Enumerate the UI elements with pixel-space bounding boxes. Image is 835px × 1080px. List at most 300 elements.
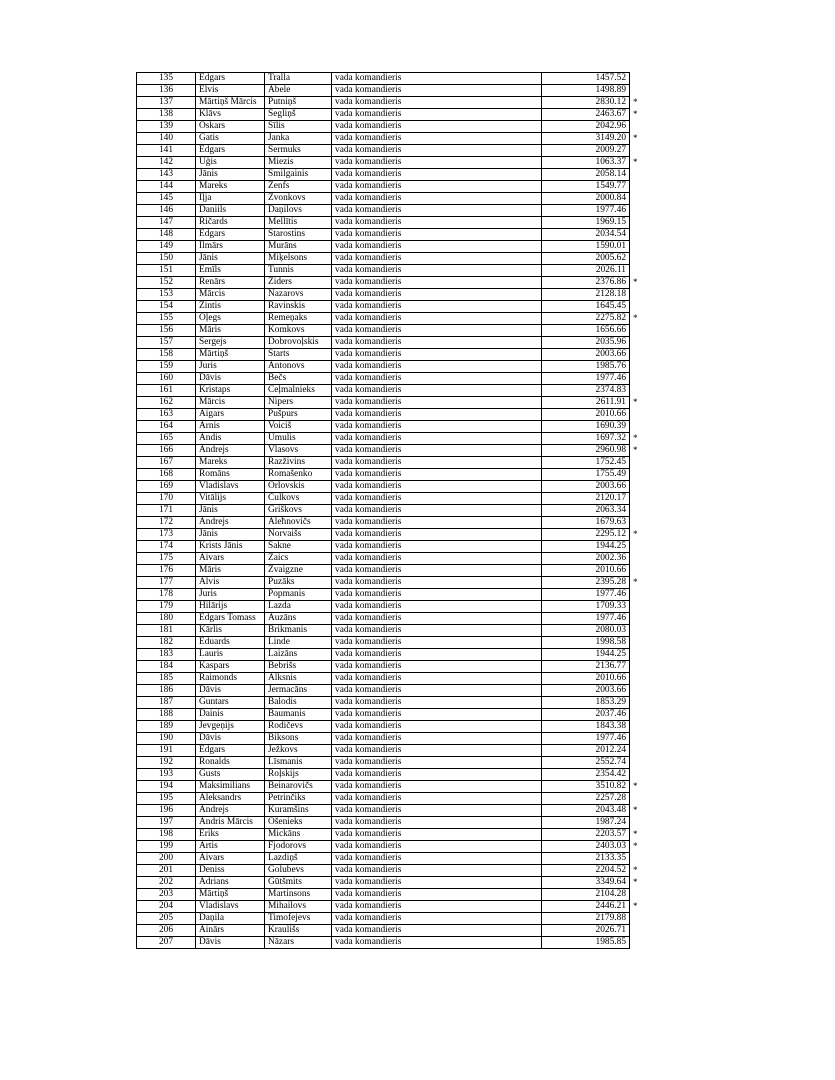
table-row bbox=[137, 805, 642, 817]
first-name: Juris bbox=[196, 589, 265, 601]
note-mark bbox=[630, 217, 642, 229]
position: vada komandieris bbox=[332, 145, 542, 157]
amount: 2179.88 bbox=[542, 913, 630, 925]
table-row bbox=[137, 757, 642, 769]
note-mark: * bbox=[633, 133, 638, 143]
table-row bbox=[137, 841, 642, 853]
position: vada komandieris bbox=[332, 121, 542, 133]
last-name: Razživins bbox=[265, 457, 332, 469]
last-name: Ravinskis bbox=[265, 301, 332, 313]
last-name: Balodis bbox=[265, 697, 332, 709]
position: vada komandieris bbox=[332, 457, 542, 469]
amount: 1752.45 bbox=[542, 457, 630, 469]
last-name: Ziders bbox=[265, 277, 332, 289]
last-name: Laizāns bbox=[265, 649, 332, 661]
note-mark bbox=[630, 385, 642, 397]
last-name: Nipers bbox=[265, 397, 332, 409]
amount: 2203.57 bbox=[542, 829, 630, 841]
table-row bbox=[137, 877, 642, 889]
note-mark bbox=[630, 685, 642, 697]
note-mark bbox=[630, 721, 642, 733]
note-mark bbox=[630, 229, 642, 241]
note-mark bbox=[630, 769, 642, 781]
table-row bbox=[137, 373, 642, 385]
note-mark bbox=[630, 181, 642, 193]
position: vada komandieris bbox=[332, 361, 542, 373]
note-mark bbox=[630, 325, 642, 337]
table-row bbox=[137, 589, 642, 601]
note-mark bbox=[630, 205, 642, 217]
table-row bbox=[137, 85, 642, 97]
table-row bbox=[137, 613, 642, 625]
row-number: 194 bbox=[137, 781, 196, 793]
last-name: Golubevs bbox=[265, 865, 332, 877]
amount: 2003.66 bbox=[542, 349, 630, 361]
last-name: Roļskijs bbox=[265, 769, 332, 781]
amount: 1977.46 bbox=[542, 373, 630, 385]
position: vada komandieris bbox=[332, 469, 542, 481]
position: vada komandieris bbox=[332, 793, 542, 805]
last-name: Starostins bbox=[265, 229, 332, 241]
last-name: Antonovs bbox=[265, 361, 332, 373]
position: vada komandieris bbox=[332, 265, 542, 277]
amount: 2003.66 bbox=[542, 685, 630, 697]
note-mark bbox=[630, 493, 642, 505]
note-mark bbox=[630, 913, 642, 925]
note-mark bbox=[630, 817, 642, 829]
last-name: Tralla bbox=[265, 73, 332, 85]
last-name: Baumanis bbox=[265, 709, 332, 721]
note-mark bbox=[630, 349, 642, 361]
note-mark bbox=[630, 613, 642, 625]
position: vada komandieris bbox=[332, 193, 542, 205]
first-name: Daņila bbox=[196, 913, 265, 925]
amount: 1977.46 bbox=[542, 205, 630, 217]
last-name: Līsmanis bbox=[265, 757, 332, 769]
note-mark: * bbox=[633, 805, 638, 815]
row-number: 205 bbox=[137, 913, 196, 925]
note-mark bbox=[630, 925, 642, 937]
row-number: 201 bbox=[137, 865, 196, 877]
position: vada komandieris bbox=[332, 565, 542, 577]
last-name: Biksons bbox=[265, 733, 332, 745]
amount: 2104.28 bbox=[542, 889, 630, 901]
amount: 1645.45 bbox=[542, 301, 630, 313]
row-number: 173 bbox=[137, 529, 196, 541]
position: vada komandieris bbox=[332, 709, 542, 721]
row-number: 143 bbox=[137, 169, 196, 181]
position: vada komandieris bbox=[332, 805, 542, 817]
table-row bbox=[137, 97, 642, 109]
position: vada komandieris bbox=[332, 913, 542, 925]
note-mark bbox=[630, 241, 642, 253]
note-mark: * bbox=[633, 397, 638, 407]
last-name: Ošenieks bbox=[265, 817, 332, 829]
row-number: 146 bbox=[137, 205, 196, 217]
last-name: Rodičevs bbox=[265, 721, 332, 733]
note-mark bbox=[630, 337, 642, 349]
amount: 2026.71 bbox=[542, 925, 630, 937]
table-row bbox=[137, 853, 642, 865]
first-name: Andrejs bbox=[196, 517, 265, 529]
position: vada komandieris bbox=[332, 109, 542, 121]
last-name: Šermuks bbox=[265, 145, 332, 157]
note-mark bbox=[630, 601, 642, 613]
table-row bbox=[137, 721, 642, 733]
last-name: Miķelsons bbox=[265, 253, 332, 265]
table-row bbox=[137, 925, 642, 937]
last-name: Smilgainis bbox=[265, 169, 332, 181]
last-name: Remeņaks bbox=[265, 313, 332, 325]
position: vada komandieris bbox=[332, 649, 542, 661]
note-mark bbox=[630, 253, 642, 265]
note-mark bbox=[630, 889, 642, 901]
row-number: 197 bbox=[137, 817, 196, 829]
note-mark bbox=[630, 673, 642, 685]
row-number: 185 bbox=[137, 673, 196, 685]
amount: 1063.37 bbox=[542, 157, 630, 169]
row-number: 135 bbox=[137, 73, 196, 85]
table-row bbox=[137, 601, 642, 613]
note-mark bbox=[630, 73, 642, 85]
table-row bbox=[137, 769, 642, 781]
last-name: Janka bbox=[265, 133, 332, 145]
first-name: Jānis bbox=[196, 169, 265, 181]
last-name: Tunnis bbox=[265, 265, 332, 277]
amount: 2830.12 bbox=[542, 97, 630, 109]
table-row bbox=[137, 313, 642, 325]
table-row bbox=[137, 205, 642, 217]
amount: 2058.14 bbox=[542, 169, 630, 181]
first-name: Aivars bbox=[196, 853, 265, 865]
row-number: 154 bbox=[137, 301, 196, 313]
table-row bbox=[137, 301, 642, 313]
position: vada komandieris bbox=[332, 529, 542, 541]
last-name: Brikmanis bbox=[265, 625, 332, 637]
note-mark bbox=[630, 409, 642, 421]
position: vada komandieris bbox=[332, 337, 542, 349]
row-number: 187 bbox=[137, 697, 196, 709]
amount: 3510.82 bbox=[542, 781, 630, 793]
amount: 1457.52 bbox=[542, 73, 630, 85]
row-number: 151 bbox=[137, 265, 196, 277]
table-row bbox=[137, 829, 642, 841]
position: vada komandieris bbox=[332, 157, 542, 169]
position: vada komandieris bbox=[332, 625, 542, 637]
table-row bbox=[137, 505, 642, 517]
last-name: Fjodorovs bbox=[265, 841, 332, 853]
row-number: 167 bbox=[137, 457, 196, 469]
amount: 2960.98 bbox=[542, 445, 630, 457]
table-row bbox=[137, 217, 642, 229]
first-name: Lauris bbox=[196, 649, 265, 661]
last-name: Martinsons bbox=[265, 889, 332, 901]
note-mark bbox=[630, 661, 642, 673]
position: vada komandieris bbox=[332, 169, 542, 181]
amount: 2063.34 bbox=[542, 505, 630, 517]
position: vada komandieris bbox=[332, 637, 542, 649]
table-row bbox=[137, 361, 642, 373]
row-number: 179 bbox=[137, 601, 196, 613]
position: vada komandieris bbox=[332, 601, 542, 613]
table-row bbox=[137, 901, 642, 913]
position: vada komandieris bbox=[332, 421, 542, 433]
position: vada komandieris bbox=[332, 853, 542, 865]
amount: 1709.33 bbox=[542, 601, 630, 613]
last-name: Segliņš bbox=[265, 109, 332, 121]
first-name: Oļegs bbox=[196, 313, 265, 325]
position: vada komandieris bbox=[332, 781, 542, 793]
last-name: Norvaišs bbox=[265, 529, 332, 541]
note-mark bbox=[630, 193, 642, 205]
note-mark bbox=[630, 505, 642, 517]
last-name: Zenfs bbox=[265, 181, 332, 193]
table-row bbox=[137, 817, 642, 829]
table-row bbox=[137, 277, 642, 289]
note-mark bbox=[630, 301, 642, 313]
first-name: Maksimilians bbox=[196, 781, 265, 793]
row-number: 190 bbox=[137, 733, 196, 745]
amount: 1843.38 bbox=[542, 721, 630, 733]
table-row bbox=[137, 169, 642, 181]
last-name: Mellītis bbox=[265, 217, 332, 229]
first-name: Raimonds bbox=[196, 673, 265, 685]
amount: 2403.03 bbox=[542, 841, 630, 853]
note-mark: * bbox=[633, 109, 638, 119]
note-mark bbox=[630, 697, 642, 709]
row-number: 170 bbox=[137, 493, 196, 505]
note-mark: * bbox=[633, 781, 638, 791]
first-name: Edgars bbox=[196, 73, 265, 85]
first-name: Hilārijs bbox=[196, 601, 265, 613]
first-name: Jānis bbox=[196, 253, 265, 265]
note-mark bbox=[630, 121, 642, 133]
table-row bbox=[137, 397, 642, 409]
position: vada komandieris bbox=[332, 745, 542, 757]
note-mark bbox=[630, 541, 642, 553]
position: vada komandieris bbox=[332, 685, 542, 697]
first-name: Uģis bbox=[196, 157, 265, 169]
first-name: Eduards bbox=[196, 637, 265, 649]
first-name: Edgars bbox=[196, 745, 265, 757]
note-mark bbox=[630, 793, 642, 805]
position: vada komandieris bbox=[332, 253, 542, 265]
amount: 2354.42 bbox=[542, 769, 630, 781]
last-name: Starts bbox=[265, 349, 332, 361]
table-row bbox=[137, 445, 642, 457]
first-name: Iļja bbox=[196, 193, 265, 205]
last-name: Lazda bbox=[265, 601, 332, 613]
position: vada komandieris bbox=[332, 73, 542, 85]
row-number: 195 bbox=[137, 793, 196, 805]
amount: 2002.36 bbox=[542, 553, 630, 565]
amount: 1987.24 bbox=[542, 817, 630, 829]
amount: 2395.28 bbox=[542, 577, 630, 589]
row-number: 152 bbox=[137, 277, 196, 289]
note-mark bbox=[630, 481, 642, 493]
note-mark: * bbox=[633, 841, 638, 851]
table-row bbox=[137, 781, 642, 793]
first-name: Dāvis bbox=[196, 685, 265, 697]
amount: 3349.64 bbox=[542, 877, 630, 889]
row-number: 142 bbox=[137, 157, 196, 169]
last-name: Kraulišs bbox=[265, 925, 332, 937]
table-row bbox=[137, 253, 642, 265]
table-row bbox=[137, 697, 642, 709]
table-row bbox=[137, 385, 642, 397]
row-number: 158 bbox=[137, 349, 196, 361]
position: vada komandieris bbox=[332, 889, 542, 901]
row-number: 202 bbox=[137, 877, 196, 889]
row-number: 188 bbox=[137, 709, 196, 721]
position: vada komandieris bbox=[332, 841, 542, 853]
first-name: Dāvis bbox=[196, 937, 265, 949]
table-row bbox=[137, 265, 642, 277]
first-name: Māris bbox=[196, 325, 265, 337]
position: vada komandieris bbox=[332, 817, 542, 829]
table-row bbox=[137, 289, 642, 301]
position: vada komandieris bbox=[332, 385, 542, 397]
position: vada komandieris bbox=[332, 733, 542, 745]
row-number: 183 bbox=[137, 649, 196, 661]
table-row bbox=[137, 517, 642, 529]
first-name: Kristaps bbox=[196, 385, 265, 397]
row-number: 168 bbox=[137, 469, 196, 481]
table-row bbox=[137, 421, 642, 433]
first-name: Guntars bbox=[196, 697, 265, 709]
first-name: Aigars bbox=[196, 409, 265, 421]
last-name: Alksnis bbox=[265, 673, 332, 685]
position: vada komandieris bbox=[332, 901, 542, 913]
note-mark bbox=[630, 709, 642, 721]
first-name: Mārtiņš bbox=[196, 349, 265, 361]
position: vada komandieris bbox=[332, 937, 542, 949]
last-name: Daņilovs bbox=[265, 205, 332, 217]
note-mark bbox=[630, 853, 642, 865]
note-mark bbox=[630, 553, 642, 565]
last-name: Umulis bbox=[265, 433, 332, 445]
amount: 1985.76 bbox=[542, 361, 630, 373]
last-name: Zvonkovs bbox=[265, 193, 332, 205]
last-name: Komkovs bbox=[265, 325, 332, 337]
note-mark bbox=[630, 361, 642, 373]
amount: 1549.77 bbox=[542, 181, 630, 193]
row-number: 149 bbox=[137, 241, 196, 253]
last-name: Lazdiņš bbox=[265, 853, 332, 865]
last-name: Gūtšmits bbox=[265, 877, 332, 889]
row-number: 182 bbox=[137, 637, 196, 649]
first-name: Edgars bbox=[196, 229, 265, 241]
last-name: Linde bbox=[265, 637, 332, 649]
row-number: 184 bbox=[137, 661, 196, 673]
table-row bbox=[137, 145, 642, 157]
last-name: Zvaigzne bbox=[265, 565, 332, 577]
last-name: Puzāks bbox=[265, 577, 332, 589]
table-row bbox=[137, 241, 642, 253]
first-name: Jevgeņijs bbox=[196, 721, 265, 733]
note-mark bbox=[630, 457, 642, 469]
position: vada komandieris bbox=[332, 349, 542, 361]
table-row bbox=[137, 937, 642, 949]
first-name: Mareks bbox=[196, 181, 265, 193]
amount: 2012.24 bbox=[542, 745, 630, 757]
row-number: 178 bbox=[137, 589, 196, 601]
position: vada komandieris bbox=[332, 445, 542, 457]
row-number: 160 bbox=[137, 373, 196, 385]
row-number: 174 bbox=[137, 541, 196, 553]
last-name: Bebrišs bbox=[265, 661, 332, 673]
note-mark bbox=[630, 649, 642, 661]
position: vada komandieris bbox=[332, 325, 542, 337]
table-row bbox=[137, 409, 642, 421]
amount: 1977.46 bbox=[542, 589, 630, 601]
table-row bbox=[137, 745, 642, 757]
amount: 1985.85 bbox=[542, 937, 630, 949]
last-name: Nāzars bbox=[265, 937, 332, 949]
amount: 2010.66 bbox=[542, 565, 630, 577]
last-name: Orlovskis bbox=[265, 481, 332, 493]
amount: 2010.66 bbox=[542, 673, 630, 685]
position: vada komandieris bbox=[332, 313, 542, 325]
note-mark: * bbox=[633, 97, 638, 107]
last-name: Popmanis bbox=[265, 589, 332, 601]
note-mark bbox=[630, 469, 642, 481]
amount: 2010.66 bbox=[542, 409, 630, 421]
last-name: Petrinčiks bbox=[265, 793, 332, 805]
first-name: Mārcis bbox=[196, 289, 265, 301]
amount: 2005.62 bbox=[542, 253, 630, 265]
position: vada komandieris bbox=[332, 757, 542, 769]
table-row bbox=[137, 673, 642, 685]
amount: 2035.96 bbox=[542, 337, 630, 349]
row-number: 145 bbox=[137, 193, 196, 205]
row-number: 172 bbox=[137, 517, 196, 529]
table-row bbox=[137, 625, 642, 637]
position: vada komandieris bbox=[332, 769, 542, 781]
last-name: Bečs bbox=[265, 373, 332, 385]
amount: 2000.84 bbox=[542, 193, 630, 205]
row-number: 207 bbox=[137, 937, 196, 949]
first-name: Arnis bbox=[196, 421, 265, 433]
table-body bbox=[137, 73, 642, 949]
table-row bbox=[137, 433, 642, 445]
note-mark bbox=[630, 85, 642, 97]
last-name: Romašenko bbox=[265, 469, 332, 481]
first-name: Deniss bbox=[196, 865, 265, 877]
amount: 1679.63 bbox=[542, 517, 630, 529]
table-row bbox=[137, 649, 642, 661]
first-name: Artis bbox=[196, 841, 265, 853]
note-mark bbox=[630, 589, 642, 601]
last-name: Ābele bbox=[265, 85, 332, 97]
amount: 2034.54 bbox=[542, 229, 630, 241]
note-mark bbox=[630, 637, 642, 649]
position: vada komandieris bbox=[332, 433, 542, 445]
amount: 2552.74 bbox=[542, 757, 630, 769]
last-name: Voiciš bbox=[265, 421, 332, 433]
table-row bbox=[137, 121, 642, 133]
first-name: Mārtiņš Mārcis bbox=[196, 97, 265, 109]
position: vada komandieris bbox=[332, 481, 542, 493]
position: vada komandieris bbox=[332, 97, 542, 109]
amount: 2295.12 bbox=[542, 529, 630, 541]
amount: 1944.25 bbox=[542, 649, 630, 661]
position: vada komandieris bbox=[332, 205, 542, 217]
amount: 2376.86 bbox=[542, 277, 630, 289]
table-row bbox=[137, 913, 642, 925]
note-mark: * bbox=[633, 433, 638, 443]
table-row bbox=[137, 469, 642, 481]
